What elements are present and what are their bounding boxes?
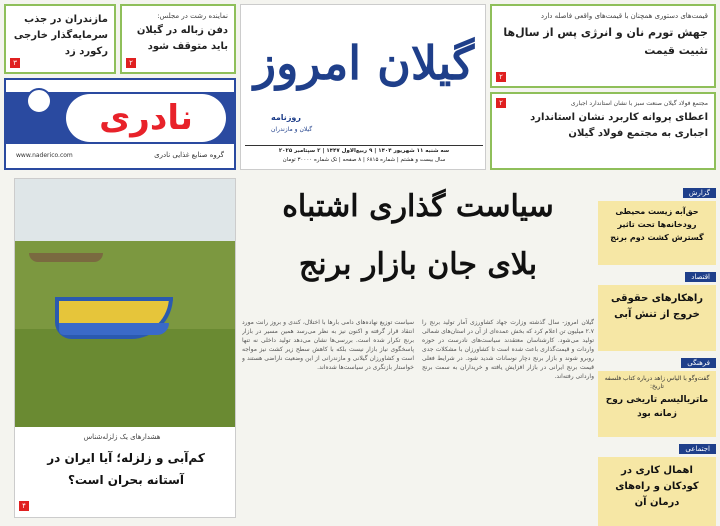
main-body-left: سیاست توزیع نهاده‌های دامی بارها با اختلال، کندی و بروز رانت مورد انتقاد قرار گرفته و اکنون نیز به نظر می‌رسد همین مسیر در بازار برنج تکرار شده است. بررسی‌ها نشان می‌دهد تولید داخلی نه تنها پاسخگوی نیاز بازار نیست بلکه با کاهش سطح زیر کشت نیز مواجه است و کشاورزان گیلانی و مازندرانی از این وضعیت ناراضی هستند و خواستار بازنگری در سیاست‌ها شده‌اند. <box>242 319 414 371</box>
photo-headline: کم‌آبی و زلزله؛ آیا ایران در آستانه بحران است؟ <box>47 451 205 487</box>
page-badge: ۲ <box>496 98 506 108</box>
kicker: مجتمع فولاد گیلان صنعت سبز با نشان استاندارد اجباری <box>570 100 708 107</box>
masthead-tag: روزنامه <box>271 113 301 122</box>
photo-sky <box>15 179 236 241</box>
sidebar-item-text: ماتریالیسم تاریخی روح زمانه بود <box>605 395 709 419</box>
sidebar-item-social[interactable] <box>598 436 716 522</box>
masthead <box>240 4 486 170</box>
news-item-foolad[interactable] <box>490 92 716 170</box>
photo-far-boat <box>29 253 103 262</box>
main-headline-line2: بلای جان بازار برنج <box>298 247 538 282</box>
headline: جهش تورم نان و انرژی پس از سال‌ها تثبیت قیمت <box>503 26 708 57</box>
headline: مازندران در جذب سرمایه‌گذار خارجی رکورد زد <box>13 14 108 57</box>
main-body-right: گیلان امروز- سال گذشته وزارت جهاد کشاورزی آمار تولید برنج را ۲.۷ میلیون تن اعلام کرد که بخش عمده‌ای از آن در استان‌های شمالی تولید می‌شود. کارشناسان معتقدند سیاست‌های نادرست در حوزه واردات و قیمت‌گذاری باعث شده است تا کشاورزان با مشکلات جدی روبرو شوند و بازار برنج دچار نوسانات شدید شود. در شرایط فعلی قیمت برنج ایرانی در بازار افزایش یافته و خریداران به سمت برنج وارداتی رفته‌اند. <box>422 319 594 380</box>
naderi-ad[interactable] <box>4 78 236 170</box>
ad-brand: نادری <box>66 94 226 142</box>
masthead-region: گیلان و مازندران <box>271 126 313 133</box>
category-label: فرهنگی <box>681 358 716 368</box>
boat-stripe <box>59 323 169 335</box>
masthead-dateline: سه شنبه ۱۱ شهریور ۱۴۰۴ | ۹ ربیع‌الاول ۱۴۴۷ | ۲ سپتامبر ۲۰۲۵ <box>245 145 483 154</box>
category-label: اقتصاد <box>685 272 716 282</box>
ad-url[interactable]: www.naderico.com <box>16 152 73 159</box>
kicker: نماینده رشت در مجلس: <box>157 12 228 20</box>
news-item-inflation[interactable] <box>490 4 716 88</box>
photo-kicker: هشدارهای یک زلزله‌شناس <box>83 433 161 441</box>
sidebar-item-text: اهمال کاری در کودکان و راه‌های درمان آن <box>598 457 716 526</box>
news-item-mazandaran[interactable] <box>4 4 116 74</box>
headline: دفن زباله در گیلان باید متوقف شود <box>136 25 228 52</box>
category-label: اجتماعی <box>679 444 716 454</box>
sidebar-item-text: حق‌آبه زیست محیطی رودخانه‌ها تحت تاثیر گسترش کشت دوم برنج <box>598 201 716 265</box>
masthead-issue: سال بیست و هشتم | شماره ۶۸۱۵ | ۸ صفحه | تک شماره ۳۰۰۰۰ تومان <box>282 157 446 163</box>
sidebar-item-economy[interactable] <box>598 264 716 346</box>
masthead-title: گیلان امروز <box>253 36 475 90</box>
kicker: قیمت‌های دستوری همچنان با قیمت‌های واقعی فاصله دارد <box>540 12 708 20</box>
category-label: گزارش <box>683 188 716 198</box>
sidebar-item-box <box>598 371 716 437</box>
ad-group: گروه صنایع غذایی نادری <box>154 151 224 159</box>
headline: اعطای پروانه کاربرد نشان استاندارد اجباری به مجتمع فولاد گیلان <box>530 112 708 139</box>
sidebar-item-kicker: گفت‌وگو با الیاس زاهد درباره کتاب فلسفه تاریخ: <box>604 375 710 390</box>
ad-logo-icon <box>26 88 52 114</box>
sidebar-item-report[interactable] <box>598 180 716 260</box>
main-headline-line1: سیاست گذاری اشتباه <box>282 189 554 224</box>
news-item-gilan-waste[interactable] <box>120 4 236 74</box>
page-badge: ۲ <box>126 58 136 68</box>
page-badge: ۴ <box>19 501 29 511</box>
photo-grass-detail <box>15 329 236 427</box>
page-badge: ۳ <box>10 58 20 68</box>
sidebar-item-culture[interactable] <box>598 350 716 432</box>
sidebar-item-text: راهکارهای حقوقی خروج از تنش آبی <box>598 285 716 351</box>
photo-story[interactable] <box>14 178 236 518</box>
page-badge: ۲ <box>496 72 506 82</box>
main-headline-block[interactable] <box>242 178 594 308</box>
